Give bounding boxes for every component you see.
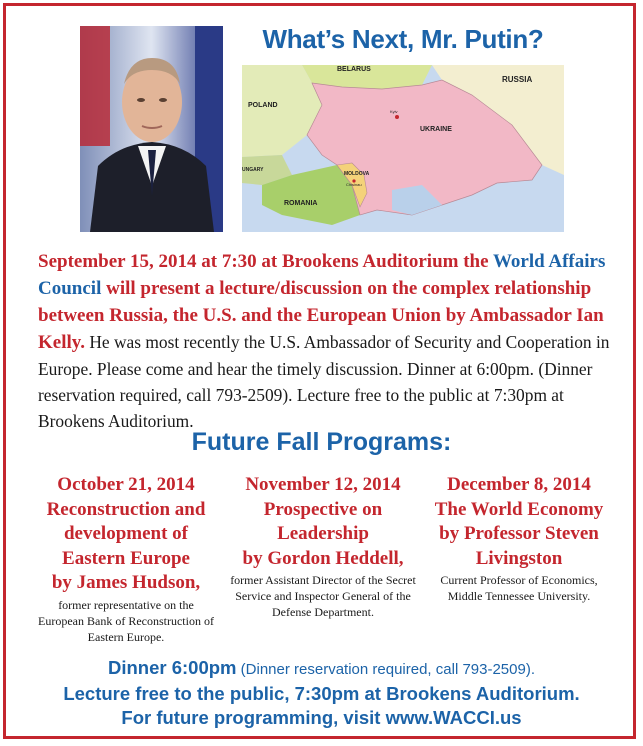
ukraine-map [242,65,564,232]
headline: What’s Next, Mr. Putin? [262,24,544,54]
program-description: Current Professor of Economics, Middle Tennessee University. [440,573,598,603]
program-description: former representative on the European Bank of Reconstruction of Eastern Europe. [38,597,214,644]
event-details: He was most recently the U.S. Ambassador of Security and Cooperation in Europe. Please come and hear the timely discussion. Dinner at 6:00pm. (Dinner reservation required, call 793-2509). Lecture free to the public at 7:30pm at Brookens Auditorium. [38,332,610,431]
intro-paragraph [38,248,610,434]
map-label-hungary: UNGARY [242,167,264,173]
map-label-ukraine: UKRAINE [420,126,452,133]
footer-dinner-note: (Dinner reservation required, call 793-2509). [236,661,535,678]
map-label-kyiv: Kyiv [390,109,398,114]
program-november [230,473,416,620]
program-date: October 21, 2014 [57,474,195,495]
program-description: former Assistant Director of the Secret Service and Inspector General of the Defense Department. [230,573,416,619]
map-label-poland: POLAND [248,102,278,109]
footer-lecture: Lecture free to the public, 7:30pm at Brookens Auditorium. [63,683,580,704]
program-date: December 8, 2014 [447,474,591,495]
footer-dinner-time: Dinner 6:00pm [108,657,237,678]
map-label-chisinau: Chisinau [346,182,362,187]
program-title: Prospective on Leadership [263,498,383,544]
footer-dinner [0,656,643,682]
footer-website: For future programming, visit www.WACCI.us [121,707,522,728]
program-speaker: by Professor Steven Livingston [439,523,599,569]
council-name: World Affairs Council [38,251,606,299]
map-label-russia: RUSSIA [502,75,533,84]
program-title: The World Economy [434,498,604,520]
program-speaker: by Gordon Heddell, [242,547,404,569]
footer [0,656,643,730]
portrait-photo [80,26,223,232]
event-description: will present a lecture/discussion on the complex relationship between Russia, the U.S. and the European Union by Ambassador Ian Kelly. [38,278,604,353]
future-programs-title: Future Fall Programs: [191,428,452,456]
program-december [428,473,610,604]
map-label-belarus: BELARUS [337,66,371,73]
map-label-romania: ROMANIA [284,200,318,207]
program-title: Reconstruction and development of Eastern Europe [46,498,206,569]
program-speaker: by James Hudson, [51,572,201,593]
map-label-moldova: MOLDOVA [344,171,370,177]
program-october [34,473,218,645]
program-date: November 12, 2014 [245,474,401,495]
event-date-location: September 15, 2014 at 7:30 at Brookens Auditorium the [38,251,493,272]
